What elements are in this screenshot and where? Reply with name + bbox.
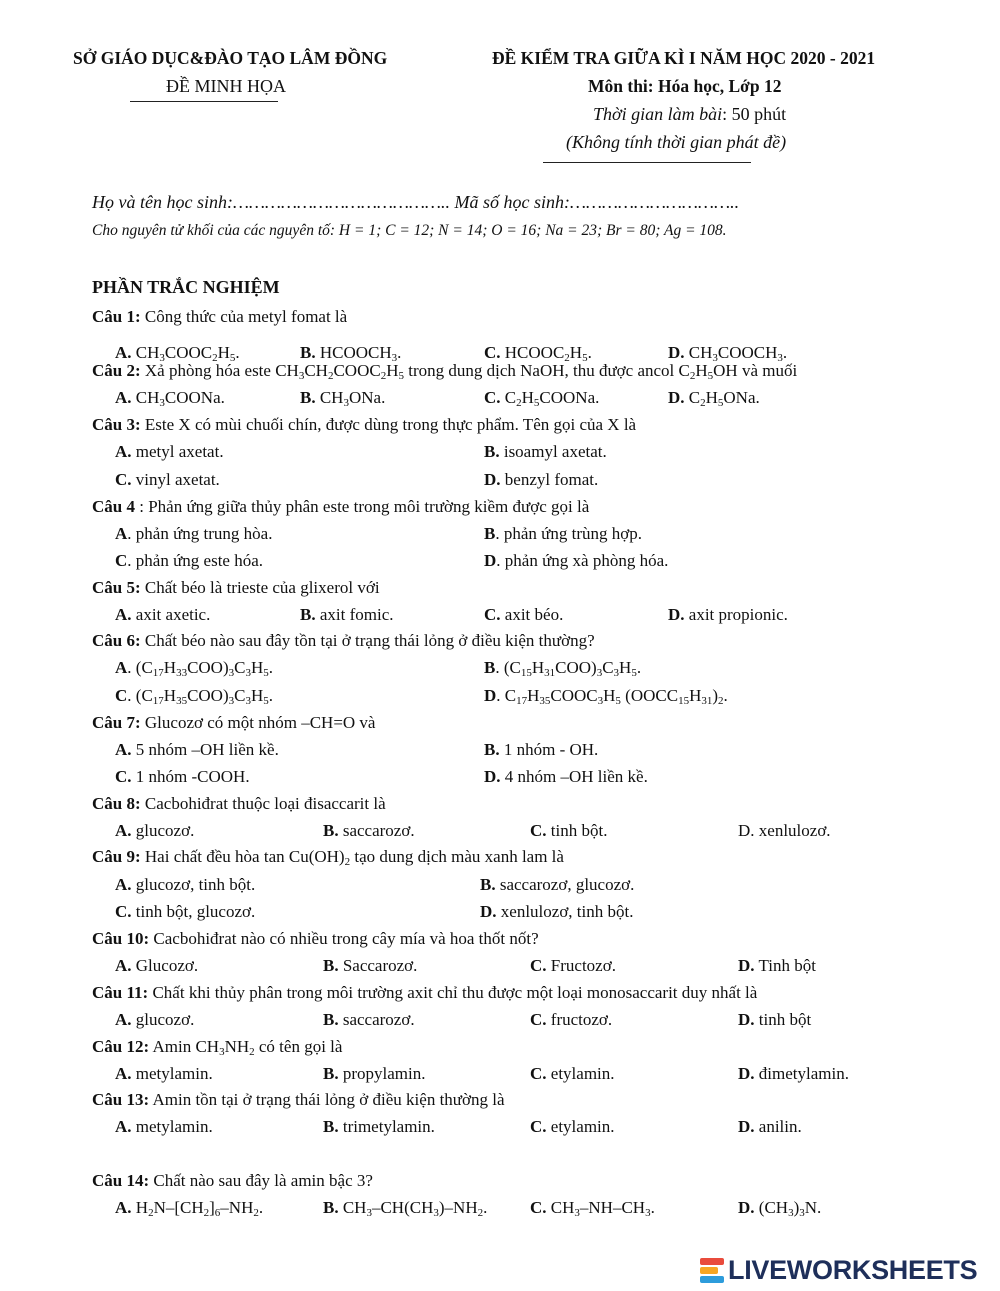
option-text: đimetylamin. bbox=[754, 1064, 849, 1083]
question-text: Este X có mùi chuối chín, được dùng trong thực phẩm. Tên gọi của X là bbox=[140, 415, 637, 434]
option-11-b[interactable] bbox=[323, 1010, 415, 1030]
option-letter: A. bbox=[115, 442, 132, 461]
question-text: Chất béo là trieste của glixerol với bbox=[140, 578, 380, 597]
question-label: Câu 6: bbox=[92, 631, 141, 650]
option-3-d[interactable] bbox=[484, 470, 598, 490]
option-letter: D. bbox=[480, 902, 497, 921]
option-text: etylamin. bbox=[546, 1117, 615, 1136]
question-text: Công thức của metyl fomat là bbox=[140, 307, 348, 326]
option-letter: B. bbox=[323, 1064, 339, 1083]
option-text: trimetylamin. bbox=[338, 1117, 435, 1136]
option-4-b[interactable] bbox=[484, 524, 642, 544]
option-letter: B. bbox=[484, 442, 500, 461]
question-2 bbox=[92, 361, 797, 381]
option-13-d[interactable] bbox=[738, 1117, 802, 1137]
question-5 bbox=[92, 578, 380, 598]
option-text: $CH_3COONa$. bbox=[131, 388, 225, 409]
option-12-a[interactable] bbox=[115, 1064, 213, 1084]
option-letter: B. bbox=[323, 1117, 339, 1136]
option-text: 4 nhóm –OH liền kề. bbox=[500, 767, 648, 786]
option-12-c[interactable] bbox=[530, 1064, 615, 1084]
option-letter: B. bbox=[323, 1010, 339, 1029]
option-text: propylamin. bbox=[338, 1064, 426, 1083]
option-1-d[interactable] bbox=[668, 343, 787, 363]
option-letter: C. bbox=[115, 470, 132, 489]
question-label: Câu 11: bbox=[92, 983, 149, 1002]
logo-mark-icon bbox=[700, 1258, 724, 1284]
option-letter: A. bbox=[115, 875, 132, 894]
question-14 bbox=[92, 1171, 373, 1191]
option-text: $HCOOCH_3$. bbox=[315, 343, 402, 364]
question-11 bbox=[92, 983, 757, 1003]
option-7-a[interactable] bbox=[115, 740, 279, 760]
option-2-c[interactable] bbox=[484, 388, 599, 408]
option-11-c[interactable] bbox=[530, 1010, 612, 1030]
option-9-b[interactable] bbox=[480, 875, 634, 895]
question-9 bbox=[92, 847, 564, 867]
option-letter: A. bbox=[115, 821, 132, 840]
option-8-b[interactable] bbox=[323, 821, 415, 841]
option-2-b[interactable] bbox=[300, 388, 385, 408]
option-text: anilin. bbox=[754, 1117, 802, 1136]
option-text: $CH_3COOC_2H_5$. bbox=[131, 343, 240, 364]
option-letter: B. bbox=[480, 875, 496, 894]
option-6-c[interactable] bbox=[115, 686, 273, 706]
question-text: Amin $CH_3NH_2$ có tên gọi là bbox=[149, 1037, 343, 1058]
option-1-c[interactable] bbox=[484, 343, 592, 363]
option-letter: A bbox=[115, 658, 128, 677]
option-text: etylamin. bbox=[546, 1064, 615, 1083]
time-note: (Không tính thời gian phát đề) bbox=[566, 132, 787, 152]
option-letter: B. bbox=[300, 605, 316, 624]
option-letter: D. bbox=[484, 470, 501, 489]
option-letter: C bbox=[115, 686, 128, 705]
option-7-d[interactable] bbox=[484, 767, 648, 787]
option-10-c[interactable] bbox=[530, 956, 616, 976]
option-3-a[interactable] bbox=[115, 442, 224, 462]
option-5-d[interactable] bbox=[668, 605, 788, 625]
option-text: axit béo. bbox=[500, 605, 564, 624]
option-10-a[interactable] bbox=[115, 956, 198, 976]
option-text: tinh bột bbox=[754, 1010, 812, 1029]
option-text: $CH_3COOCH_3$. bbox=[684, 343, 788, 364]
option-text: . phản ứng trùng hợp. bbox=[495, 524, 642, 543]
question-label: Câu 2: bbox=[92, 361, 141, 380]
header-underline-right bbox=[543, 162, 751, 163]
option-text: $CH_3ONa$. bbox=[315, 388, 386, 409]
option-text: . phản ứng este hóa. bbox=[127, 551, 264, 570]
option-letter: C bbox=[115, 551, 128, 570]
option-letter: C. bbox=[530, 1198, 547, 1217]
option-11-a[interactable] bbox=[115, 1010, 194, 1030]
header-underline-left bbox=[130, 101, 278, 102]
option-letter: D. bbox=[738, 1064, 755, 1083]
question-1 bbox=[92, 307, 347, 327]
option-text: . $(C_{17}H_{35}COO)_3C_3H_5$. bbox=[127, 686, 273, 707]
option-letter: B. bbox=[300, 388, 316, 407]
option-text: 1 nhóm - OH. bbox=[499, 740, 599, 759]
atomic-masses-note: Cho nguyên tử khối của các nguyên tố: H = 1; C = 12; N = 14; O = 16; Na = 23; Br = 80; Ag = 108. bbox=[92, 222, 727, 239]
option-4-a[interactable] bbox=[115, 524, 272, 544]
option-8-c[interactable] bbox=[530, 821, 607, 841]
option-letter: D bbox=[484, 686, 497, 705]
question-text: Chất khi thủy phân trong môi trường axit chỉ thu được một loại monosaccarit duy nhất là bbox=[148, 983, 758, 1002]
question-text: Xả phòng hóa este $CH_3CH_2COOC_2H_5$ trong dung dịch NaOH, thu được ancol $C_2H_5OH$ và muối bbox=[140, 361, 798, 382]
option-text: xenlulozơ, tinh bột. bbox=[496, 902, 634, 921]
question-label: Câu 3: bbox=[92, 415, 141, 434]
option-text: . phản ứng xà phòng hóa. bbox=[496, 551, 669, 570]
option-letter: D. bbox=[484, 767, 501, 786]
option-text: axit fomic. bbox=[315, 605, 394, 624]
option-7-b[interactable] bbox=[484, 740, 598, 760]
option-letter: A bbox=[115, 524, 128, 543]
option-letter: A. bbox=[115, 388, 132, 407]
option-text: $H_2N-[CH_2]_6-NH_2$. bbox=[131, 1198, 264, 1219]
question-text: Chất nào sau đây là amin bậc 3? bbox=[149, 1171, 373, 1190]
option-text: $CH_3-CH(CH_3)-NH_2$. bbox=[338, 1198, 488, 1219]
question-13 bbox=[92, 1090, 505, 1110]
option-letter: B bbox=[484, 658, 496, 677]
option-text: tinh bột. bbox=[546, 821, 608, 840]
option-text: $CH_3-NH-CH_3$. bbox=[546, 1198, 655, 1219]
option-text: . $(C_{17}H_{33}COO)_3C_3H_5$. bbox=[127, 658, 273, 679]
option-text: saccarozơ, glucozơ. bbox=[495, 875, 635, 894]
question-text: : Phản ứng giữa thủy phân este trong môi trường kiềm được gọi là bbox=[134, 497, 590, 516]
option-13-a[interactable] bbox=[115, 1117, 213, 1137]
option-text: saccarozơ. bbox=[338, 1010, 415, 1029]
question-label: Câu 14: bbox=[92, 1171, 150, 1190]
option-text: fructozơ. bbox=[546, 1010, 613, 1029]
option-letter: A. bbox=[115, 605, 132, 624]
option-letter: C. bbox=[530, 1064, 547, 1083]
option-letter: D. bbox=[738, 1117, 755, 1136]
option-2-d[interactable] bbox=[668, 388, 760, 408]
option-10-d[interactable] bbox=[738, 956, 816, 976]
exam-title: ĐỀ KIỂM TRA GIỮA KÌ I NĂM HỌC 2020 - 2021 bbox=[492, 48, 876, 68]
question-10 bbox=[92, 929, 539, 949]
option-6-a[interactable] bbox=[115, 658, 273, 678]
option-text: axit axetic. bbox=[131, 605, 211, 624]
liveworksheets-logo bbox=[700, 1255, 977, 1286]
option-3-c[interactable] bbox=[115, 470, 220, 490]
option-letter: A. bbox=[115, 956, 132, 975]
option-letter: C. bbox=[115, 767, 132, 786]
question-3 bbox=[92, 415, 636, 435]
option-text: metylamin. bbox=[131, 1064, 213, 1083]
option-4-c[interactable] bbox=[115, 551, 263, 571]
option-1-a[interactable] bbox=[115, 343, 240, 363]
logo-text: LIVEWORKSHEETS bbox=[728, 1255, 978, 1285]
option-13-c[interactable] bbox=[530, 1117, 615, 1137]
option-letter: C. bbox=[530, 1010, 547, 1029]
option-8-d[interactable] bbox=[738, 821, 831, 841]
option-text: Tinh bột bbox=[754, 956, 816, 975]
option-letter: D. bbox=[668, 343, 685, 362]
question-label: Câu 4 bbox=[92, 497, 135, 516]
time-line: Thời gian làm bài: 50 phút bbox=[593, 104, 787, 124]
option-6-b[interactable] bbox=[484, 658, 641, 678]
option-5-b[interactable] bbox=[300, 605, 394, 625]
option-letter: B. bbox=[323, 956, 339, 975]
question-4 bbox=[92, 497, 589, 517]
option-text: Saccarozơ. bbox=[338, 956, 418, 975]
option-letter: B. bbox=[323, 1198, 339, 1217]
question-text: Chất béo nào sau đây tồn tại ở trạng thái lỏng ở điều kiện thường? bbox=[140, 631, 595, 650]
option-letter: C. bbox=[484, 343, 501, 362]
option-letter: A. bbox=[115, 343, 132, 362]
question-text: Cacbohiđrat nào có nhiều trong cây mía và hoa thốt nốt? bbox=[149, 929, 539, 948]
option-text: $C_2H_5ONa$. bbox=[684, 388, 760, 409]
option-4-d[interactable] bbox=[484, 551, 668, 571]
option-letter: C. bbox=[530, 956, 547, 975]
option-text: $(CH_3)_3N$. bbox=[754, 1198, 822, 1219]
option-letter: B. bbox=[300, 343, 316, 362]
option-6-d[interactable] bbox=[484, 686, 728, 706]
option-14-a[interactable] bbox=[115, 1198, 263, 1218]
question-8 bbox=[92, 794, 386, 814]
option-8-a[interactable] bbox=[115, 821, 194, 841]
question-label: Câu 5: bbox=[92, 578, 141, 597]
question-text: Glucozơ có một nhóm –CH=O và bbox=[140, 713, 376, 732]
question-6 bbox=[92, 631, 595, 651]
question-label: Câu 9: bbox=[92, 847, 141, 866]
option-text: . phản ứng trung hòa. bbox=[127, 524, 273, 543]
option-letter: D. bbox=[738, 956, 755, 975]
option-text: benzyl fomat. bbox=[500, 470, 599, 489]
option-text: tinh bột, glucozơ. bbox=[131, 902, 256, 921]
option-14-b[interactable] bbox=[323, 1198, 487, 1218]
option-7-c[interactable] bbox=[115, 767, 250, 787]
exam-type: ĐỀ MINH HỌA bbox=[166, 76, 286, 96]
option-text: saccarozơ. bbox=[338, 821, 415, 840]
option-letter: C. bbox=[530, 821, 547, 840]
question-label: Câu 1: bbox=[92, 307, 141, 326]
option-12-d[interactable] bbox=[738, 1064, 849, 1084]
section-title: PHẦN TRẮC NGHIỆM bbox=[92, 277, 280, 297]
question-7 bbox=[92, 713, 375, 733]
option-letter: A. bbox=[115, 1010, 132, 1029]
option-text: 5 nhóm –OH liền kề. bbox=[131, 740, 279, 759]
option-13-b[interactable] bbox=[323, 1117, 435, 1137]
option-11-d[interactable] bbox=[738, 1010, 811, 1030]
option-9-d[interactable] bbox=[480, 902, 633, 922]
option-letter: C. bbox=[484, 388, 501, 407]
option-text: glucozơ, tinh bột. bbox=[131, 875, 256, 894]
option-text: axit propionic. bbox=[684, 605, 788, 624]
option-5-c[interactable] bbox=[484, 605, 563, 625]
question-label: Câu 12: bbox=[92, 1037, 150, 1056]
option-letter: D. bbox=[738, 1198, 755, 1217]
option-2-a[interactable] bbox=[115, 388, 225, 408]
option-letter: D. bbox=[668, 605, 685, 624]
option-text: vinyl axetat. bbox=[131, 470, 220, 489]
option-letter: D. bbox=[738, 1010, 755, 1029]
option-letter: B bbox=[484, 524, 496, 543]
question-text: Hai chất đều hòa $\tan Cu(OH)_2$ tạo dung dịch màu xanh lam là bbox=[140, 847, 564, 868]
school-name: SỞ GIÁO DỤC&ĐÀO TẠO LÂM ĐỒNG bbox=[73, 48, 388, 68]
option-text: . $C_{17}H_{35}COOC_3H_5$ $(OOCC_{15}H_{31})_2$. bbox=[496, 686, 728, 707]
option-text: Glucozơ. bbox=[131, 956, 199, 975]
option-letter: B. bbox=[484, 740, 500, 759]
option-text: Fructozơ. bbox=[546, 956, 616, 975]
option-letter: A. bbox=[115, 1198, 132, 1217]
option-14-c[interactable] bbox=[530, 1198, 655, 1218]
question-text: Cacbohiđrat thuộc loại đisaccarit là bbox=[140, 794, 386, 813]
option-12-b[interactable] bbox=[323, 1064, 425, 1084]
student-info-line: Họ và tên học sinh:………………………………….. Mã số học sinh:………………………….. bbox=[92, 192, 740, 212]
question-text: Amin tồn tại ở trạng thái lỏng ở điều kiện thường là bbox=[149, 1090, 505, 1109]
option-5-a[interactable] bbox=[115, 605, 210, 625]
option-letter: D. bbox=[668, 388, 685, 407]
option-1-b[interactable] bbox=[300, 343, 401, 363]
question-label: Câu 8: bbox=[92, 794, 141, 813]
option-10-b[interactable] bbox=[323, 956, 417, 976]
option-text: . $(C_{15}H_{31}COO)_3C_3H_5$. bbox=[495, 658, 642, 679]
option-text: metyl axetat. bbox=[131, 442, 224, 461]
option-letter: C. bbox=[484, 605, 501, 624]
option-text: isoamyl axetat. bbox=[499, 442, 607, 461]
option-letter: B. bbox=[323, 821, 339, 840]
option-letter: D bbox=[484, 551, 497, 570]
option-9-a[interactable] bbox=[115, 875, 255, 895]
question-label: Câu 10: bbox=[92, 929, 150, 948]
question-12 bbox=[92, 1037, 342, 1057]
question-label: Câu 7: bbox=[92, 713, 141, 732]
option-letter: A. bbox=[115, 1064, 132, 1083]
option-letter: C. bbox=[115, 902, 132, 921]
option-text: D. xenlulozơ. bbox=[738, 821, 831, 840]
option-3-b[interactable] bbox=[484, 442, 607, 462]
question-label: Câu 13: bbox=[92, 1090, 150, 1109]
option-14-d[interactable] bbox=[738, 1198, 821, 1218]
option-text: 1 nhóm -COOH. bbox=[131, 767, 250, 786]
option-text: glucozơ. bbox=[131, 821, 195, 840]
option-9-c[interactable] bbox=[115, 902, 255, 922]
option-text: glucozơ. bbox=[131, 1010, 195, 1029]
option-text: $C_2H_5COONa$. bbox=[500, 388, 600, 409]
option-letter: A. bbox=[115, 1117, 132, 1136]
option-letter: C. bbox=[530, 1117, 547, 1136]
subject-line: Môn thi: Hóa học, Lớp 12 bbox=[588, 76, 782, 96]
option-text: metylamin. bbox=[131, 1117, 213, 1136]
option-letter: A. bbox=[115, 740, 132, 759]
option-text: $HCOOC_2H_5$. bbox=[500, 343, 592, 364]
